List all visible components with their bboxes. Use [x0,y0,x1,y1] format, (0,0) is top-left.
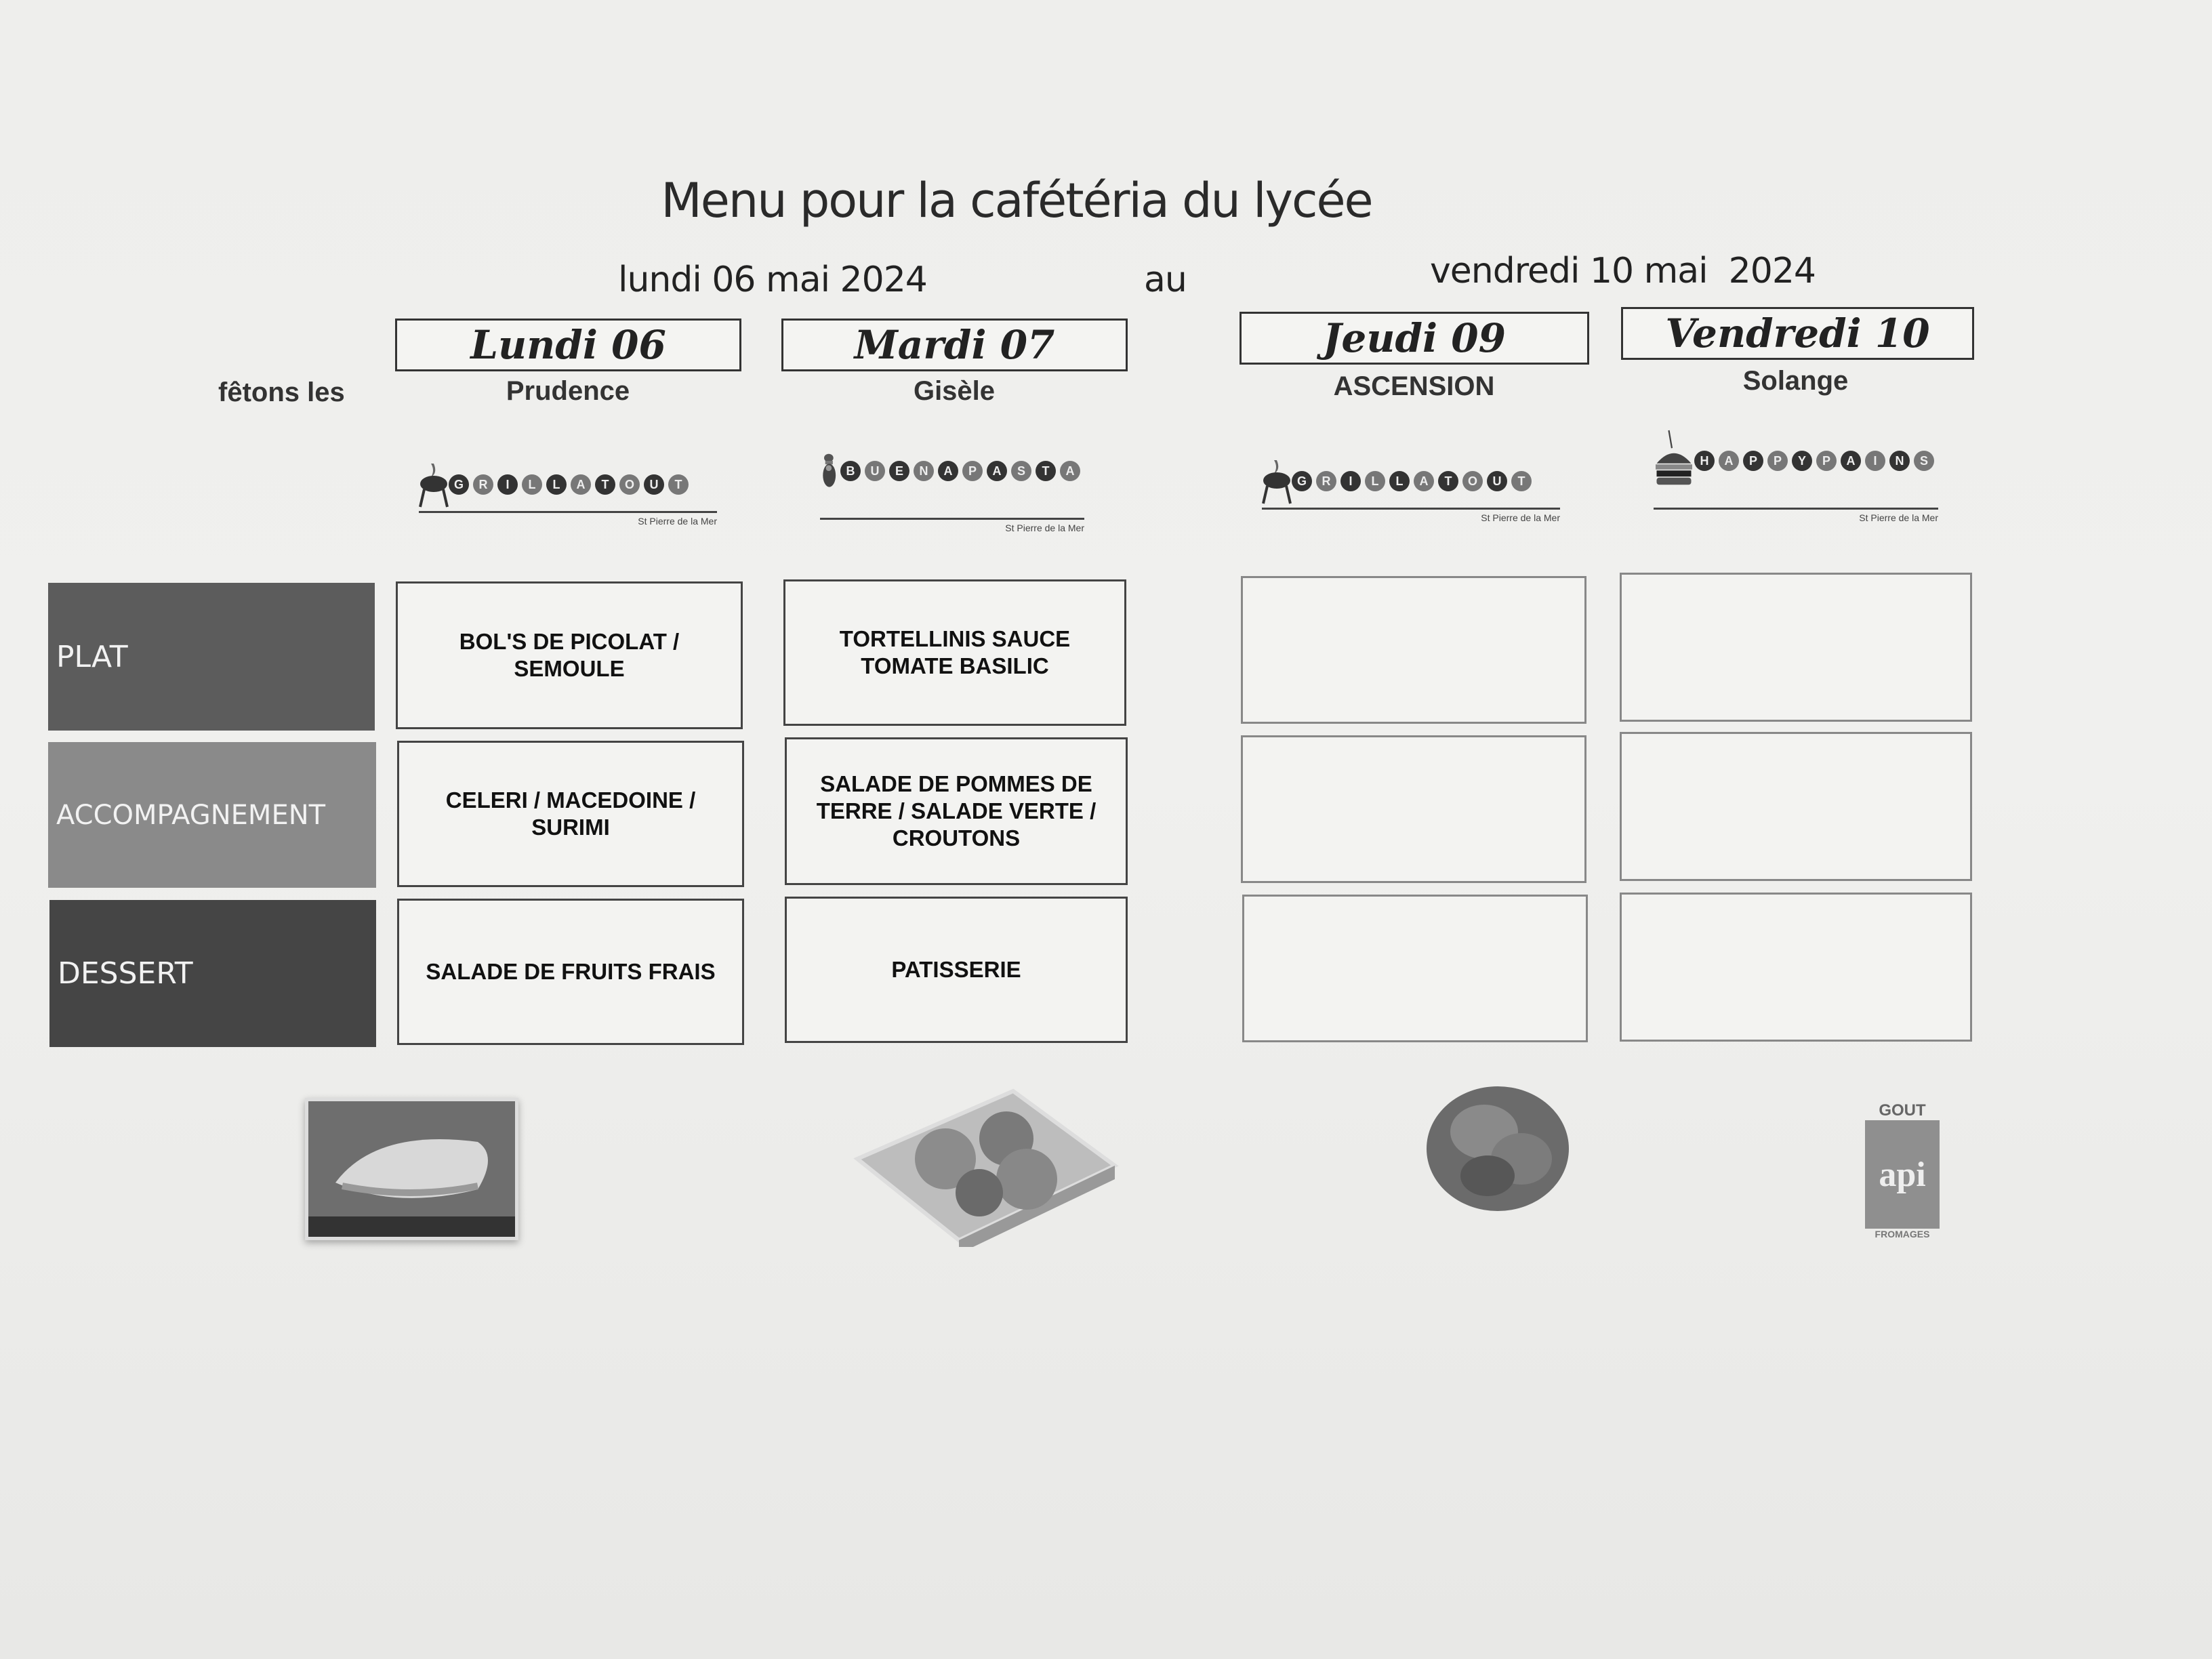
logo-letter: T [595,474,615,495]
logo-letter: L [522,474,542,495]
pizza-tray-photo [851,1084,1122,1247]
logo-letter: A [571,474,591,495]
logo-letter: L [1365,471,1385,491]
category-accompagnement: ACCOMPAGNEMENT [48,742,376,888]
api-fromages-logo [1865,1101,1940,1250]
cell-jeudi-plat [1241,576,1586,724]
logo-letter: S [1011,461,1031,481]
logo-letter: N [1889,451,1910,471]
logo-text-buenapasta [840,461,1084,481]
logo-letter: I [1865,451,1885,471]
logo-letter: U [1487,471,1507,491]
logo-letter: A [987,461,1007,481]
logo-letter: G [1292,471,1312,491]
day-header-jeudi: Jeudi 09 [1240,312,1589,365]
logo-text-grillatout-1 [449,474,693,495]
logo-letter: L [546,474,567,495]
logo-text-happypains [1694,451,1938,471]
cell-lundi-accompagnement: CELERI / MACEDOINE / SURIMI [397,741,744,887]
cell-vendredi-plat [1620,573,1972,722]
cell-lundi-dessert: SALADE DE FRUITS FRAIS [397,899,744,1045]
logo-letter: T [1511,471,1532,491]
cell-mardi-dessert: PATISSERIE [785,897,1128,1043]
logo-letter: A [1414,471,1434,491]
logo-subtitle-4: St Pierre de la Mer [1859,512,1938,523]
api-logo-top: GOUT [1879,1101,1926,1120]
logo-letter: P [962,461,983,481]
logo-letter: T [668,474,689,495]
sandwich-icon [308,1101,515,1237]
logo-letter: O [1462,471,1483,491]
logo-letter: O [619,474,640,495]
saint-vendredi: Solange [1742,366,1849,396]
logo-letter: H [1694,451,1715,471]
saint-jeudi: ASCENSION [1333,371,1495,401]
logo-letter: U [644,474,664,495]
logo-letter: S [1914,451,1934,471]
cell-vendredi-accompagnement [1620,732,1972,881]
category-dessert: DESSERT [49,900,376,1047]
page-title: Menu pour la cafétéria du lycée [661,173,1372,228]
cell-vendredi-dessert [1620,893,1972,1042]
grill-icon [419,461,449,508]
date-to: vendredi 10 mai 2024 [1430,251,1816,291]
date-separator: au [1144,260,1187,300]
lettuce-icon [1420,1078,1576,1220]
logo-letter: R [473,474,493,495]
grillatout-logo-2 [1262,457,1560,523]
category-plat: PLAT [48,583,375,731]
logo-subtitle-1: St Pierre de la Mer [638,516,717,527]
logo-letter: P [1743,451,1763,471]
happypains-logo [1654,417,1938,523]
logo-letter: A [1060,461,1080,481]
api-logo-main: api [1865,1120,1940,1229]
logo-letter: A [1841,451,1861,471]
logo-letter: A [938,461,958,481]
cell-mardi-accompagnement: SALADE DE POMMES DE TERRE / SALADE VERTE / CROUTONS [785,737,1128,885]
day-header-vendredi: Vendredi 10 [1621,307,1974,360]
feast-label: fêtons les [218,377,345,407]
date-from: lundi 06 mai 2024 [618,260,927,300]
api-logo-bottom: FROMAGES [1875,1229,1930,1240]
saint-lundi: Prudence [506,376,630,406]
buenapasta-logo [820,427,1084,533]
logo-letter: T [1036,461,1056,481]
saint-mardi: Gisèle [913,376,996,406]
cell-jeudi-dessert [1242,895,1588,1042]
day-header-lundi: Lundi 06 [395,319,741,371]
grillatout-logo-1 [419,461,717,527]
logo-text-grillatout-2 [1292,471,1536,491]
cell-mardi-plat: TORTELLINIS SAUCE TOMATE BASILIC [783,579,1126,726]
logo-letter: E [889,461,909,481]
logo-letter: N [914,461,934,481]
logo-subtitle-3: St Pierre de la Mer [1481,512,1560,523]
sandwich-photo [305,1098,518,1240]
logo-letter: G [449,474,469,495]
logo-letter: T [1438,471,1458,491]
logo-letter: I [1340,471,1361,491]
pizza-tray-icon [851,1084,1122,1247]
logo-letter: U [865,461,885,481]
logo-subtitle-2: St Pierre de la Mer [1005,523,1084,533]
lettuce-photo [1420,1078,1576,1220]
logo-letter: Y [1792,451,1812,471]
burger-icon [1654,417,1694,505]
cell-lundi-plat: BOL'S DE PICOLAT / SEMOULE [396,581,743,729]
logo-letter: P [1767,451,1788,471]
logo-letter: L [1389,471,1410,491]
logo-letter: B [840,461,861,481]
grill-icon [1262,457,1292,505]
logo-letter: I [497,474,518,495]
day-header-mardi: Mardi 07 [781,319,1128,371]
logo-letter: R [1316,471,1336,491]
logo-letter: P [1816,451,1837,471]
logo-letter: A [1719,451,1739,471]
cell-jeudi-accompagnement [1241,735,1586,883]
chef-icon [820,427,840,515]
